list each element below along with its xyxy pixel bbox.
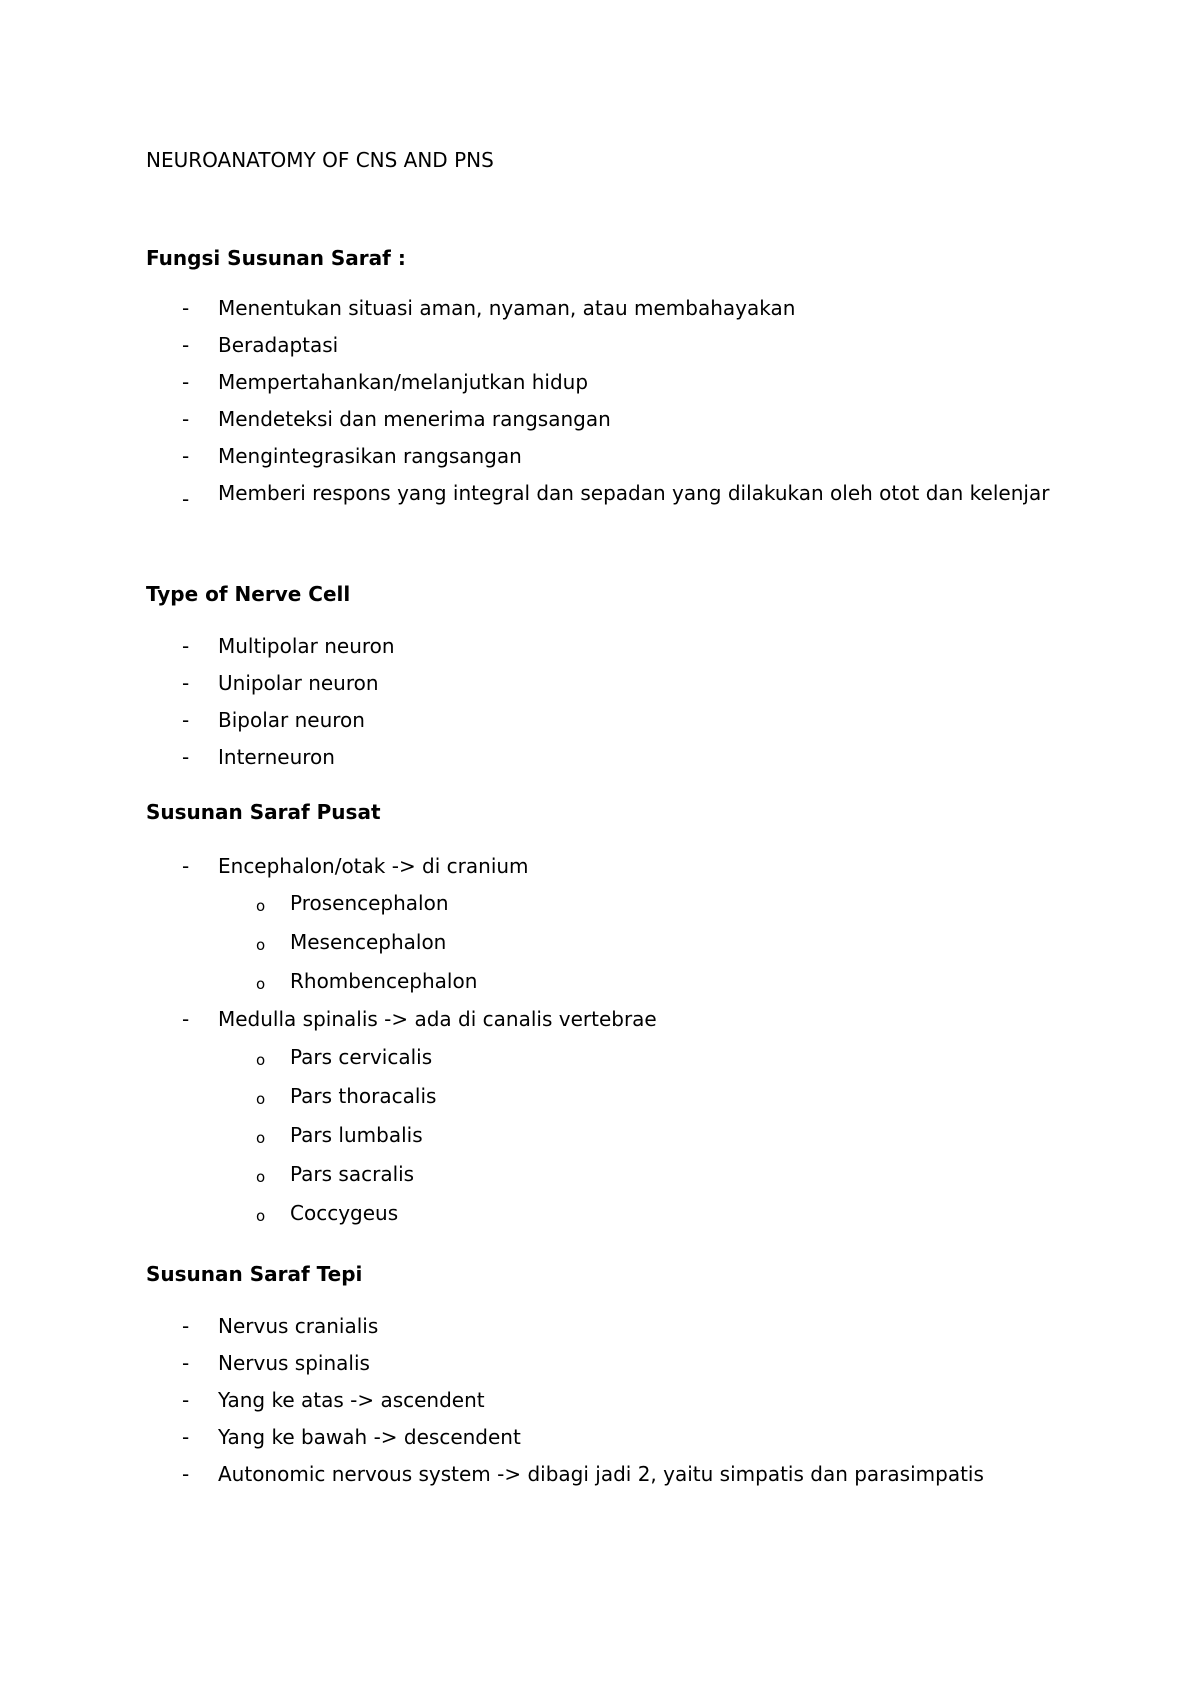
- list-item-text: Nervus cranialis: [218, 1314, 379, 1338]
- bullet-list: [146, 854, 1062, 878]
- sub-list-item-text: Pars cervicalis: [290, 1045, 433, 1069]
- sub-list-item: [146, 1123, 1062, 1147]
- dash-bullet: -: [182, 1388, 190, 1412]
- circle-bullet: o: [256, 1051, 266, 1069]
- list-item: [146, 854, 1062, 878]
- circle-bullet: o: [256, 1207, 266, 1225]
- dash-bullet: -: [182, 333, 190, 357]
- list-item-text: Beradaptasi: [218, 333, 339, 357]
- list-item: [146, 1007, 1062, 1031]
- dash-bullet: -: [182, 487, 190, 511]
- list-item-text: Mempertahankan/melanjutkan hidup: [218, 370, 589, 394]
- list-item-text: Multipolar neuron: [218, 634, 395, 658]
- section-susunan-saraf-pusat: [146, 800, 1062, 1225]
- sub-list: [146, 891, 1062, 993]
- section-type-of-nerve-cell: [146, 582, 1062, 769]
- list-item: [146, 1351, 1062, 1375]
- list-item: [146, 1388, 1062, 1412]
- bullet-list: [146, 634, 1062, 769]
- list-item-text: Memberi respons yang integral dan sepadan yang dilakukan oleh otot dan kelenjar: [218, 481, 1050, 505]
- section-heading: Fungsi Susunan Saraf :: [146, 246, 406, 270]
- section-heading: Susunan Saraf Pusat: [146, 800, 381, 824]
- dash-bullet: -: [182, 1462, 190, 1486]
- sub-list-item: [146, 1162, 1062, 1186]
- sub-list-item-text: Prosencephalon: [290, 891, 449, 915]
- list-item-text: Autonomic nervous system -> dibagi jadi 2, yaitu simpatis dan parasimpatis: [218, 1462, 984, 1486]
- list-item-text: Unipolar neuron: [218, 671, 379, 695]
- circle-bullet: o: [256, 975, 266, 993]
- list-item-text: Bipolar neuron: [218, 708, 365, 732]
- dash-bullet: -: [182, 296, 190, 320]
- list-item-text: Mendeteksi dan menerima rangsangan: [218, 407, 611, 431]
- bullet-list: [146, 1007, 1062, 1031]
- list-item-text: Menentukan situasi aman, nyaman, atau membahayakan: [218, 296, 796, 320]
- dash-bullet: -: [182, 407, 190, 431]
- dash-bullet: -: [182, 854, 190, 878]
- sub-list-item: [146, 1201, 1062, 1225]
- list-item: [146, 671, 1062, 695]
- list-item: [146, 1462, 1062, 1486]
- list-item-text: Interneuron: [218, 745, 335, 769]
- sub-list-item-text: Rhombencephalon: [290, 969, 478, 993]
- list-item: [146, 407, 1062, 431]
- circle-bullet: o: [256, 1090, 266, 1108]
- sub-list-item-text: Pars lumbalis: [290, 1123, 423, 1147]
- dash-bullet: -: [182, 1314, 190, 1338]
- bullet-list: [146, 296, 1062, 511]
- sub-list-item: [146, 1084, 1062, 1108]
- list-item: [146, 1425, 1062, 1449]
- dash-bullet: -: [182, 1351, 190, 1375]
- document-title: NEUROANATOMY OF CNS AND PNS: [146, 148, 494, 172]
- list-item: [146, 634, 1062, 658]
- list-item: [146, 1314, 1062, 1338]
- circle-bullet: o: [256, 1168, 266, 1186]
- list-item: [146, 444, 1062, 468]
- bullet-list: [146, 1314, 1062, 1486]
- list-item-text: Encephalon/otak -> di cranium: [218, 854, 529, 878]
- dash-bullet: -: [182, 370, 190, 394]
- list-item-text: Yang ke bawah -> descendent: [218, 1425, 521, 1449]
- sub-list-item: [146, 1045, 1062, 1069]
- list-item: [146, 370, 1062, 394]
- sub-list-item: [146, 930, 1062, 954]
- dash-bullet: -: [182, 634, 190, 658]
- sub-list-item-text: Pars thoracalis: [290, 1084, 437, 1108]
- sub-list-item: [146, 891, 1062, 915]
- circle-bullet: o: [256, 1129, 266, 1147]
- list-item: [146, 333, 1062, 357]
- circle-bullet: o: [256, 897, 266, 915]
- dash-bullet: -: [182, 745, 190, 769]
- dash-bullet: -: [182, 444, 190, 468]
- section-susunan-saraf-tepi: [146, 1262, 1062, 1486]
- list-item: [146, 296, 1062, 320]
- dash-bullet: -: [182, 1425, 190, 1449]
- list-item: [146, 745, 1062, 769]
- list-item-text: Nervus spinalis: [218, 1351, 370, 1375]
- sub-list-item-text: Coccygeus: [290, 1201, 399, 1225]
- sub-list: [146, 1045, 1062, 1225]
- dash-bullet: -: [182, 708, 190, 732]
- sub-list-item-text: Mesencephalon: [290, 930, 447, 954]
- dash-bullet: -: [182, 1007, 190, 1031]
- section-heading: Susunan Saraf Tepi: [146, 1262, 363, 1286]
- circle-bullet: o: [256, 936, 266, 954]
- list-item: [146, 475, 1062, 511]
- list-item-text: Yang ke atas -> ascendent: [218, 1388, 485, 1412]
- section-heading: Type of Nerve Cell: [146, 582, 351, 606]
- list-item-text: Medulla spinalis -> ada di canalis vertebrae: [218, 1007, 657, 1031]
- sub-list-item: [146, 969, 1062, 993]
- list-item: [146, 708, 1062, 732]
- dash-bullet: -: [182, 671, 190, 695]
- sub-list-item-text: Pars sacralis: [290, 1162, 415, 1186]
- list-item-text: Mengintegrasikan rangsangan: [218, 444, 522, 468]
- section-fungsi-susunan-saraf: [146, 246, 1062, 511]
